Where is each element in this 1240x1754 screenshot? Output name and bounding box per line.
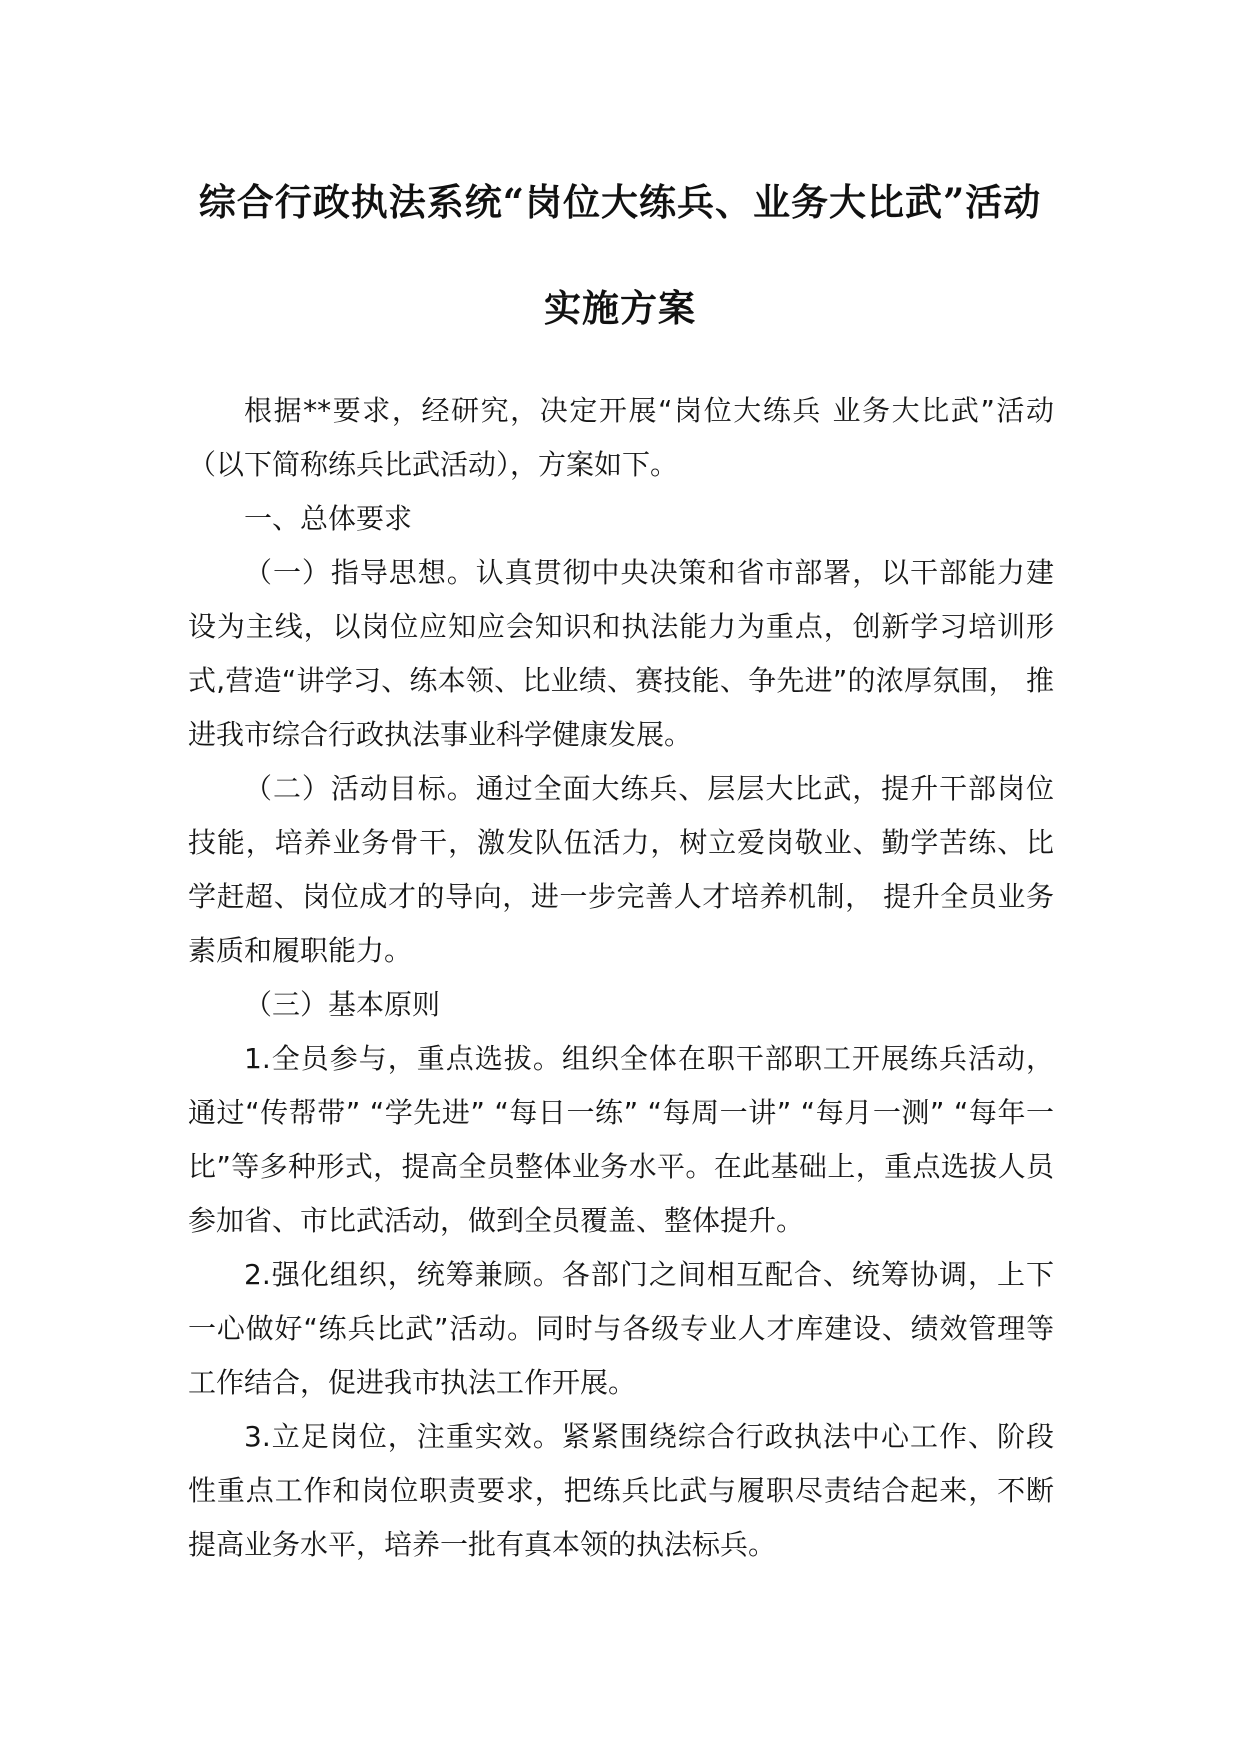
principle-2-paragraph: 2.强化组织，统筹兼顾。各部门之间相互配合、统筹协调，上下一心做好“练兵比武”活动。同时与各级专业人才库建设、绩效管理等工作结合，促进我市执法工作开展。 xyxy=(188,1258,1054,1399)
principle-3-paragraph: 3.立足岗位，注重实效。紧紧围绕综合行政执法中心工作、阶段性重点工作和岗位职责要求，把练兵比武与履职尽责结合起来，不断提高业务水平，培养一批有真本领的执法标兵。 xyxy=(188,1420,1054,1561)
subheading-basic-principles: （三）基本原则 xyxy=(244,988,441,1021)
document-body xyxy=(188,384,1054,1572)
section-heading-general-requirements: 一、总体要求 xyxy=(244,502,413,535)
document-title-line-1: 综合行政执法系统“岗位大练兵、业务大比武”活动 xyxy=(198,180,1042,224)
principle-1-paragraph: 1.全员参与，重点选拔。组织全体在职干部职工开展练兵活动，通过“传帮带” “学先进” “每日一练” “每周一讲” “每月一测” “每年一比”等多种形式，提高全员整体业务水平。在此基础上，重点选拔人员参加省、市比武活动，做到全员覆盖、整体提升。 xyxy=(188,1042,1054,1237)
paragraph-guiding-ideology: （一）指导思想。认真贯彻中央决策和省市部署，以干部能力建设为主线，以岗位应知应会知识和执法能力为重点，创新学习培训形式,营造“讲学习、练本领、比业绩、赛技能、争先进”的浓厚氛围， 推进我市综合行政执法事业科学健康发展。 xyxy=(188,556,1054,751)
paragraph-activity-goals: （二）活动目标。通过全面大练兵、层层大比武，提升干部岗位技能，培养业务骨干，激发队伍活力，树立爱岗敬业、勤学苦练、比学赶超、岗位成才的导向，进一步完善人才培养机制， 提升全员业务素质和履职能力。 xyxy=(188,772,1054,967)
document-title-line-2: 实施方案 xyxy=(544,286,696,330)
intro-paragraph: 根据**要求，经研究，决定开展“岗位大练兵 业务大比武”活动（以下简称练兵比武活动），方案如下。 xyxy=(188,394,1054,481)
